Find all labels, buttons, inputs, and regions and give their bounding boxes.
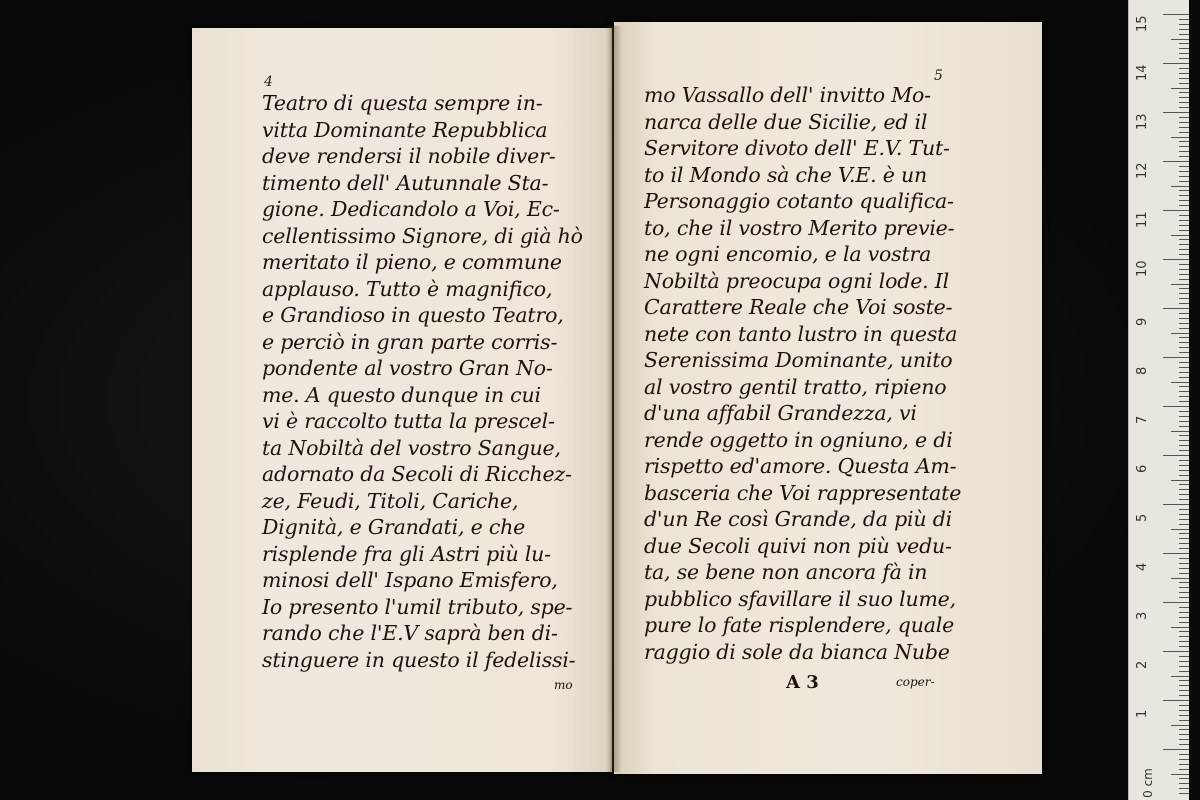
ruler-tick — [1179, 362, 1189, 363]
ruler-tick — [1171, 39, 1189, 40]
ruler-tick — [1179, 141, 1189, 142]
ruler-tick — [1179, 617, 1189, 618]
ruler-tick — [1179, 323, 1189, 324]
text-line: pure lo fate risplendere, quale — [644, 613, 955, 637]
ruler-tick — [1179, 181, 1189, 182]
ruler-tick — [1179, 519, 1189, 520]
text-line: basceria che Voi rappresentate — [644, 480, 962, 505]
ruler-tick — [1179, 754, 1189, 755]
ruler-tick — [1163, 259, 1189, 260]
ruler-tick — [1179, 411, 1189, 412]
ruler-tick — [1179, 347, 1189, 348]
ruler-tick — [1163, 210, 1189, 211]
text-line: Io presento l'umil tributo, spe- — [262, 594, 573, 619]
ruler-number: 7 — [1135, 415, 1150, 424]
text-line: rispetto ed'amore. Questa Am- — [644, 454, 957, 478]
left-page-number: 4 — [264, 74, 273, 90]
ruler-tick — [1163, 112, 1189, 113]
ruler-tick — [1163, 455, 1189, 456]
ruler-tick — [1179, 171, 1189, 172]
text-line: risplende fra gli Astri più lu- — [262, 541, 551, 566]
ruler-tick — [1179, 372, 1189, 373]
ruler-tick — [1179, 514, 1189, 515]
ruler-tick — [1163, 651, 1189, 652]
right-catchword: coper- — [896, 675, 935, 689]
ruler-tick — [1179, 685, 1189, 686]
ruler-tick — [1179, 607, 1189, 608]
ruler-tick — [1179, 151, 1189, 152]
text-line: ze, Feudi, Titoli, Cariche, — [262, 488, 519, 513]
ruler-tick — [1179, 328, 1189, 329]
text-line: pondente al vostro Gran No- — [262, 356, 553, 380]
ruler-tick — [1179, 465, 1189, 466]
left-page-text — [262, 90, 583, 673]
ruler-number: 10 — [1135, 260, 1150, 277]
ruler-tick — [1179, 230, 1189, 231]
ruler-tick — [1179, 729, 1189, 730]
text-line: rende oggetto in ogniuno, e di — [644, 427, 953, 452]
text-line: narca delle due Sicilie, ed il — [644, 109, 928, 134]
text-line: cellentissimo Signore, di già hò — [262, 223, 583, 248]
text-line: nete con tanto lustro in questa — [644, 321, 958, 346]
text-line: Teatro di questa sempre in- — [262, 91, 543, 115]
ruler-tick — [1171, 431, 1189, 432]
ruler-tick — [1179, 176, 1189, 177]
measurement-ruler — [1128, 0, 1189, 800]
ruler-tick — [1179, 636, 1189, 637]
ruler-tick — [1179, 788, 1189, 789]
ruler-tick — [1179, 587, 1189, 588]
ruler-tick — [1171, 676, 1189, 677]
ruler-tick — [1179, 132, 1189, 133]
ruler-tick — [1171, 774, 1189, 775]
text-line: d'un Re così Grande, da più di — [644, 507, 953, 531]
ruler-number: 13 — [1135, 113, 1150, 130]
ruler-tick — [1179, 720, 1189, 721]
ruler-tick — [1179, 313, 1189, 314]
ruler-tick — [1179, 342, 1189, 343]
ruler-tick — [1179, 563, 1189, 564]
ruler-tick — [1179, 34, 1189, 35]
ruler-tick — [1179, 386, 1189, 387]
ruler-tick — [1179, 117, 1189, 118]
ruler-tick — [1179, 166, 1189, 167]
ruler-tick — [1171, 333, 1189, 334]
ruler-tick — [1171, 578, 1189, 579]
ruler-tick — [1179, 661, 1189, 662]
text-line: minosi dell' Ispano Emisfero, — [262, 568, 558, 592]
text-line: meritato il pieno, e commune — [262, 250, 562, 274]
ruler-tick — [1179, 279, 1189, 280]
ruler-tick — [1179, 622, 1189, 623]
ruler-tick — [1179, 337, 1189, 338]
text-line: Carattere Reale che Voi soste- — [644, 295, 953, 319]
text-line: pubblico sfavillare il suo lume, — [644, 586, 956, 611]
ruler-tick — [1171, 186, 1189, 187]
ruler-tick — [1179, 225, 1189, 226]
signature-mark: A 3 — [786, 672, 819, 693]
ruler-tick — [1179, 239, 1189, 240]
ruler-tick — [1179, 450, 1189, 451]
ruler-number: 11 — [1135, 211, 1150, 228]
ruler-tick — [1179, 666, 1189, 667]
text-line: gione. Dedicandolo a Voi, Ec- — [262, 197, 560, 221]
ruler-tick — [1179, 524, 1189, 525]
ruler-number: 3 — [1135, 611, 1150, 620]
ruler-tick — [1179, 538, 1189, 539]
ruler-tick — [1179, 367, 1189, 368]
open-book — [192, 22, 1042, 774]
ruler-tick — [1179, 254, 1189, 255]
ruler-tick — [1179, 671, 1189, 672]
ruler-tick — [1179, 102, 1189, 103]
ruler-tick — [1179, 646, 1189, 647]
ruler-tick — [1179, 612, 1189, 613]
ruler-tick — [1179, 680, 1189, 681]
left-page — [192, 28, 612, 772]
ruler-tick — [1179, 401, 1189, 402]
ruler-tick — [1179, 783, 1189, 784]
text-line: e Grandioso in questo Teatro, — [262, 303, 564, 327]
ruler-tick — [1171, 88, 1189, 89]
ruler-tick — [1179, 146, 1189, 147]
ruler-tick — [1179, 73, 1189, 74]
ruler-tick — [1179, 43, 1189, 44]
ruler-tick — [1179, 475, 1189, 476]
ruler-tick — [1179, 470, 1189, 471]
ruler-tick — [1179, 318, 1189, 319]
ruler-unit: 0 cm — [1140, 768, 1155, 798]
ruler-tick — [1179, 769, 1189, 770]
text-line: ta, se bene non ancora fà in — [644, 560, 928, 584]
book-gutter — [606, 26, 622, 772]
ruler-tick — [1179, 19, 1189, 20]
text-line: applauso. Tutto è magnifico, — [262, 276, 553, 301]
ruler-number: 14 — [1135, 64, 1150, 81]
ruler-tick — [1179, 68, 1189, 69]
ruler-tick — [1179, 288, 1189, 289]
text-line: Serenissima Dominante, unito — [644, 348, 953, 372]
ruler-tick — [1179, 744, 1189, 745]
ruler-tick — [1179, 122, 1189, 123]
ruler-tick — [1179, 440, 1189, 441]
text-line: rando che l'E.V saprà ben di- — [262, 621, 558, 645]
ruler-number: 15 — [1135, 15, 1150, 32]
ruler-tick — [1163, 602, 1189, 603]
ruler-tick — [1179, 97, 1189, 98]
text-line: vi è raccolto tutta la prescel- — [262, 409, 555, 433]
ruler-tick — [1163, 749, 1189, 750]
ruler-tick — [1171, 235, 1189, 236]
ruler-tick — [1179, 53, 1189, 54]
text-line: e perciò in gran parte corris- — [262, 329, 558, 354]
ruler-tick — [1179, 695, 1189, 696]
text-line: stinguere in questo il fedelissi- — [262, 647, 576, 672]
ruler-tick — [1179, 303, 1189, 304]
ruler-tick — [1179, 205, 1189, 206]
ruler-tick — [1179, 220, 1189, 221]
ruler-tick — [1179, 298, 1189, 299]
ruler-tick — [1179, 778, 1189, 779]
ruler-tick — [1179, 548, 1189, 549]
text-line: d'una affabil Grandezza, vi — [644, 401, 917, 425]
ruler-tick — [1179, 656, 1189, 657]
ruler-tick — [1179, 739, 1189, 740]
ruler-tick — [1179, 460, 1189, 461]
ruler-tick — [1163, 553, 1189, 554]
ruler-tick — [1179, 582, 1189, 583]
ruler-tick — [1179, 190, 1189, 191]
ruler-tick — [1179, 499, 1189, 500]
ruler-tick — [1171, 725, 1189, 726]
ruler-tick — [1179, 710, 1189, 711]
ruler-tick — [1179, 92, 1189, 93]
ruler-tick — [1179, 48, 1189, 49]
ruler-tick — [1179, 793, 1189, 794]
ruler-tick — [1179, 631, 1189, 632]
ruler-tick — [1179, 509, 1189, 510]
ruler-tick — [1179, 293, 1189, 294]
ruler-tick — [1179, 58, 1189, 59]
ruler-tick — [1179, 200, 1189, 201]
ruler-tick — [1163, 406, 1189, 407]
ruler-tick — [1179, 435, 1189, 436]
ruler-number: 9 — [1135, 317, 1150, 326]
text-line: vitta Dominante Repubblica — [262, 117, 548, 142]
right-page — [614, 22, 1042, 774]
ruler-tick — [1179, 156, 1189, 157]
ruler-tick — [1179, 83, 1189, 84]
ruler-tick — [1179, 78, 1189, 79]
ruler-tick — [1179, 29, 1189, 30]
ruler-tick — [1179, 445, 1189, 446]
ruler-tick — [1171, 284, 1189, 285]
ruler-tick — [1179, 249, 1189, 250]
ruler-tick — [1179, 421, 1189, 422]
ruler-tick — [1179, 734, 1189, 735]
text-line: mo Vassallo dell' invitto Mo- — [644, 83, 931, 107]
text-line: to, che il vostro Merito previe- — [644, 215, 955, 240]
ruler-tick — [1179, 690, 1189, 691]
ruler-tick — [1163, 504, 1189, 505]
ruler-tick — [1179, 759, 1189, 760]
text-line: Personaggio cotanto qualifica- — [644, 189, 954, 213]
ruler-tick — [1179, 352, 1189, 353]
text-line: timento dell' Autunnale Sta- — [262, 170, 549, 195]
text-line: deve rendersi il nobile diver- — [262, 144, 556, 168]
text-line: raggio di sole da bianca Nube — [644, 639, 950, 664]
ruler-tick — [1179, 107, 1189, 108]
text-line: Servitore divoto dell' E.V. Tut- — [644, 136, 950, 160]
ruler-tick — [1179, 244, 1189, 245]
text-line: Nobiltà preocupa ogni lode. Il — [644, 268, 950, 293]
ruler-number: 5 — [1135, 513, 1150, 522]
ruler-tick — [1179, 484, 1189, 485]
ruler-tick — [1179, 127, 1189, 128]
ruler-tick — [1179, 641, 1189, 642]
ruler-tick — [1179, 494, 1189, 495]
left-catchword: mo — [554, 678, 573, 692]
ruler-tick — [1171, 627, 1189, 628]
ruler-tick — [1179, 715, 1189, 716]
text-line: ta Nobiltà del vostro Sangue, — [262, 435, 561, 460]
ruler-tick — [1179, 416, 1189, 417]
text-line: ne ogni encomio, e la vostra — [644, 242, 932, 266]
ruler-tick — [1179, 489, 1189, 490]
text-line: al vostro gentil tratto, ripieno — [644, 374, 947, 399]
ruler-tick — [1179, 264, 1189, 265]
ruler-tick — [1179, 269, 1189, 270]
text-line: adornato da Secoli di Ricchez- — [262, 462, 572, 486]
ruler-tick — [1179, 764, 1189, 765]
ruler-tick — [1179, 705, 1189, 706]
ruler-tick — [1179, 533, 1189, 534]
ruler-tick — [1171, 529, 1189, 530]
text-line: Dignità, e Grandati, e che — [262, 515, 526, 539]
text-line: me. A questo dunque in cui — [262, 382, 541, 407]
ruler-number: 1 — [1135, 709, 1150, 718]
ruler-tick — [1179, 426, 1189, 427]
ruler-tick — [1163, 63, 1189, 64]
ruler-tick — [1179, 215, 1189, 216]
ruler-tick — [1171, 480, 1189, 481]
ruler-tick — [1163, 14, 1189, 15]
ruler-number: 4 — [1135, 562, 1150, 571]
text-line: to il Mondo sà che V.E. è un — [644, 162, 928, 187]
right-page-text — [644, 82, 961, 665]
ruler-tick — [1179, 377, 1189, 378]
ruler-tick — [1179, 195, 1189, 196]
ruler-tick — [1179, 396, 1189, 397]
text-line: due Secoli quivi non più vedu- — [644, 533, 952, 558]
ruler-number: 12 — [1135, 162, 1150, 179]
ruler-tick — [1163, 357, 1189, 358]
ruler-tick — [1179, 597, 1189, 598]
ruler-tick — [1179, 274, 1189, 275]
ruler-number: 8 — [1135, 366, 1150, 375]
ruler-tick — [1171, 382, 1189, 383]
ruler-tick — [1179, 391, 1189, 392]
ruler-tick — [1179, 568, 1189, 569]
ruler-tick — [1179, 573, 1189, 574]
ruler-tick — [1171, 137, 1189, 138]
right-page-number: 5 — [934, 68, 943, 84]
ruler-tick — [1163, 308, 1189, 309]
ruler-tick — [1179, 592, 1189, 593]
ruler-tick — [1179, 558, 1189, 559]
ruler-number: 6 — [1135, 464, 1150, 473]
ruler-number: 2 — [1135, 660, 1150, 669]
ruler-tick — [1179, 24, 1189, 25]
ruler-tick — [1163, 700, 1189, 701]
ruler-tick — [1163, 161, 1189, 162]
ruler-tick — [1179, 543, 1189, 544]
